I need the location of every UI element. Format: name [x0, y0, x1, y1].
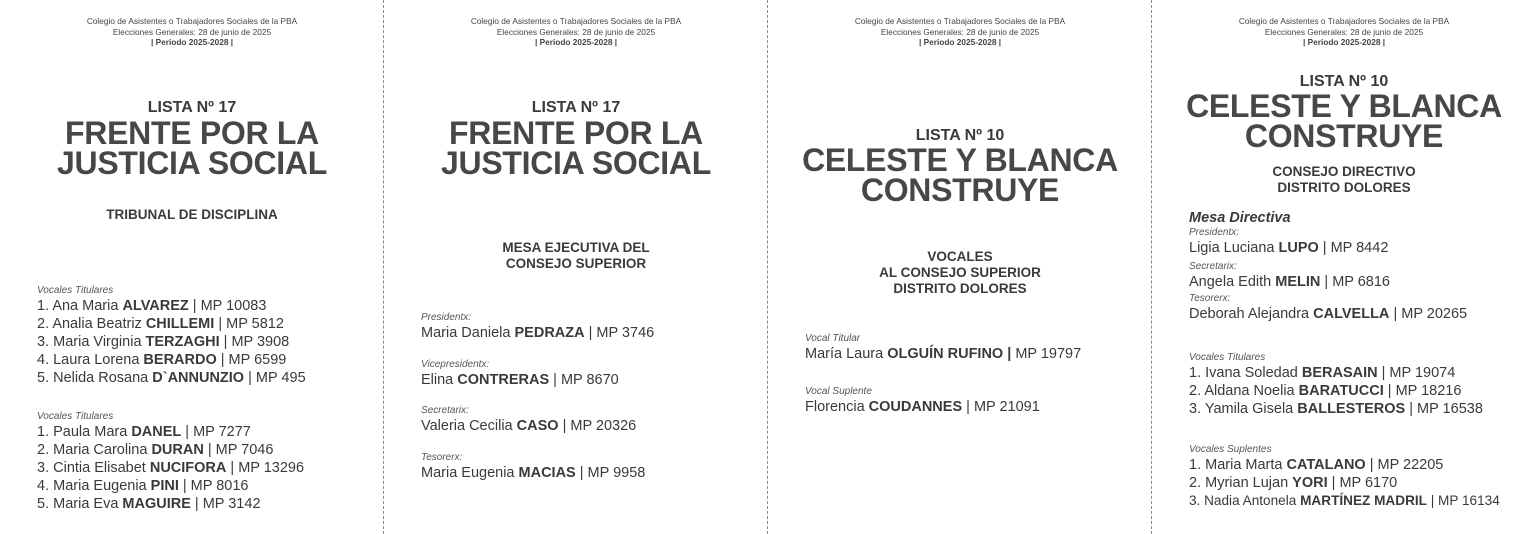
role-caption: Vocal Suplente: [805, 386, 872, 397]
period: | Periodo 2025-2028 |: [918, 37, 1002, 47]
member-line: 2. Myrian Lujan YORI | MP 6170: [1189, 475, 1398, 491]
list-name-line: JUSTICIA SOCIAL: [57, 145, 327, 181]
role-caption: Vocal Titular: [805, 333, 861, 344]
list-name: [0, 115, 384, 181]
ballot-panel-1: [0, 0, 384, 534]
list-name-line: JUSTICIA SOCIAL: [441, 145, 711, 181]
member-group: [37, 411, 304, 513]
list-name: [768, 142, 1152, 208]
role-caption: Vicepresidentx:: [421, 359, 490, 370]
section-title: VOCALES AL CONSEJO SUPERIOR DISTRITO DOLORES: [879, 249, 1041, 296]
mesa-directiva: [1189, 210, 1467, 323]
org-name: Colegio de Asistentes o Trabajadores Sociales de la PBA: [854, 16, 1066, 26]
role-caption: Presidentx:: [421, 312, 472, 323]
election-date: Elecciones Generales: 28 de junio de 2025: [880, 26, 1040, 37]
period: | Periodo 2025-2028 |: [150, 37, 234, 47]
role-entry: [421, 405, 636, 435]
member-line: 5. Nelida Rosana D`ANNUNZIO | MP 495: [37, 370, 306, 386]
member-line: 3. Cintia Elisabet NUCIFORA | MP 13296: [37, 460, 305, 476]
list-name-line: CONSTRUYE: [860, 172, 1060, 208]
role-caption: Secretarix:: [1189, 261, 1237, 272]
list-name: [384, 115, 768, 181]
member-line: 1. Paula Mara DANEL | MP 7277: [37, 424, 251, 440]
election-date: Elecciones Generales: 28 de junio de 2025: [112, 26, 272, 37]
member-line: Angela Edith MELIN | MP 6816: [1189, 274, 1390, 290]
period: | Periodo 2025-2028 |: [1302, 37, 1386, 47]
member-group: [37, 285, 306, 387]
mesa-title: Mesa Directiva: [1189, 210, 1291, 226]
org-name: Colegio de Asistentes o Trabajadores Sociales de la PBA: [470, 16, 682, 26]
group-caption: Vocales Titulares: [37, 411, 114, 422]
org-name: Colegio de Asistentes o Trabajadores Sociales de la PBA: [86, 16, 298, 26]
member-line: Maria Daniela PEDRAZA | MP 3746: [421, 325, 655, 341]
list-name-line: FRENTE POR LA: [65, 115, 319, 151]
member-line: 2. Analia Beatriz CHILLEMI | MP 5812: [37, 316, 284, 332]
member-group: [1189, 444, 1500, 510]
ballot-header: [768, 16, 1152, 48]
role-caption: Presidentx:: [1189, 227, 1240, 238]
member-line: 4. Maria Eugenia PINI | MP 8016: [37, 478, 249, 494]
role-entry: [805, 386, 1040, 416]
list-number: LISTA Nº 17: [531, 99, 621, 116]
member-line: Maria Eugenia MACIAS | MP 9958: [421, 465, 646, 481]
role-entry: [421, 359, 619, 389]
member-line: 3. Maria Virginia TERZAGHI | MP 3908: [37, 334, 290, 350]
list-name-line: FRENTE POR LA: [449, 115, 703, 151]
member-line: Ligia Luciana LUPO | MP 8442: [1189, 240, 1389, 256]
election-date: Elecciones Generales: 28 de junio de 2025: [496, 26, 656, 37]
ballot-panel-4: [1152, 0, 1536, 534]
list-number: LISTA Nº 17: [147, 99, 237, 116]
member-line: 3. Yamila Gisela BALLESTEROS | MP 16538: [1189, 401, 1483, 417]
ballot-header: [0, 16, 384, 48]
role-caption: Secretarix:: [421, 405, 469, 416]
member-line: María Laura OLGUÍN RUFINO | MP 19797: [805, 346, 1082, 362]
role-entry: [421, 312, 654, 342]
member-line: 1. Ivana Soledad BERASAIN | MP 19074: [1189, 365, 1456, 381]
election-date: Elecciones Generales: 28 de junio de 2025: [1264, 26, 1424, 37]
ballot-header: [1152, 16, 1536, 48]
group-caption: Vocales Titulares: [37, 285, 114, 296]
group-caption: Vocales Suplentes: [1189, 444, 1272, 455]
member-group: [1189, 352, 1483, 418]
member-line: Valeria Cecilia CASO | MP 20326: [421, 418, 637, 434]
period: | Periodo 2025-2028 |: [534, 37, 618, 47]
list-name-line: CELESTE Y BLANCA: [802, 142, 1118, 178]
member-line: Florencia COUDANNES | MP 21091: [805, 399, 1040, 415]
group-caption: Vocales Titulares: [1189, 352, 1266, 363]
ballot-panel-3: [768, 0, 1152, 534]
role-entry: [421, 452, 645, 482]
list-name: [1152, 88, 1536, 154]
member-line: 4. Laura Lorena BERARDO | MP 6599: [37, 352, 287, 368]
member-line: 3. Nadia Antonela MARTÍNEZ MADRIL | MP 16134: [1189, 493, 1500, 508]
member-line: 2. Maria Carolina DURAN | MP 7046: [37, 442, 274, 458]
role-entry: [805, 333, 1081, 363]
member-line: 2. Aldana Noelia BARATUCCI | MP 18216: [1189, 383, 1462, 399]
member-line: 5. Maria Eva MAGUIRE | MP 3142: [37, 496, 261, 512]
section-title: TRIBUNAL DE DISCIPLINA: [106, 207, 278, 222]
list-name-line: CELESTE Y BLANCA: [1186, 88, 1502, 124]
ballot-header: [384, 16, 768, 48]
role-caption: Tesorerx:: [421, 452, 463, 463]
section-title: CONSEJO DIRECTIVO DISTRITO DOLORES: [1272, 164, 1416, 195]
list-name-line: CONSTRUYE: [1244, 118, 1444, 154]
list-number: LISTA Nº 10: [1299, 73, 1389, 90]
role-caption: Tesorerx:: [1189, 293, 1231, 304]
section-title: MESA EJECUTIVA DEL CONSEJO SUPERIOR: [502, 240, 650, 271]
list-number: LISTA Nº 10: [915, 127, 1005, 144]
member-line: 1. Ana Maria ALVAREZ | MP 10083: [37, 298, 267, 314]
member-line: Deborah Alejandra CALVELLA | MP 20265: [1189, 306, 1468, 322]
member-line: 1. Maria Marta CATALANO | MP 22205: [1189, 457, 1444, 473]
member-line: Elina CONTRERAS | MP 8670: [421, 372, 619, 388]
ballot-panel-2: [384, 0, 768, 534]
org-name: Colegio de Asistentes o Trabajadores Sociales de la PBA: [1238, 16, 1450, 26]
